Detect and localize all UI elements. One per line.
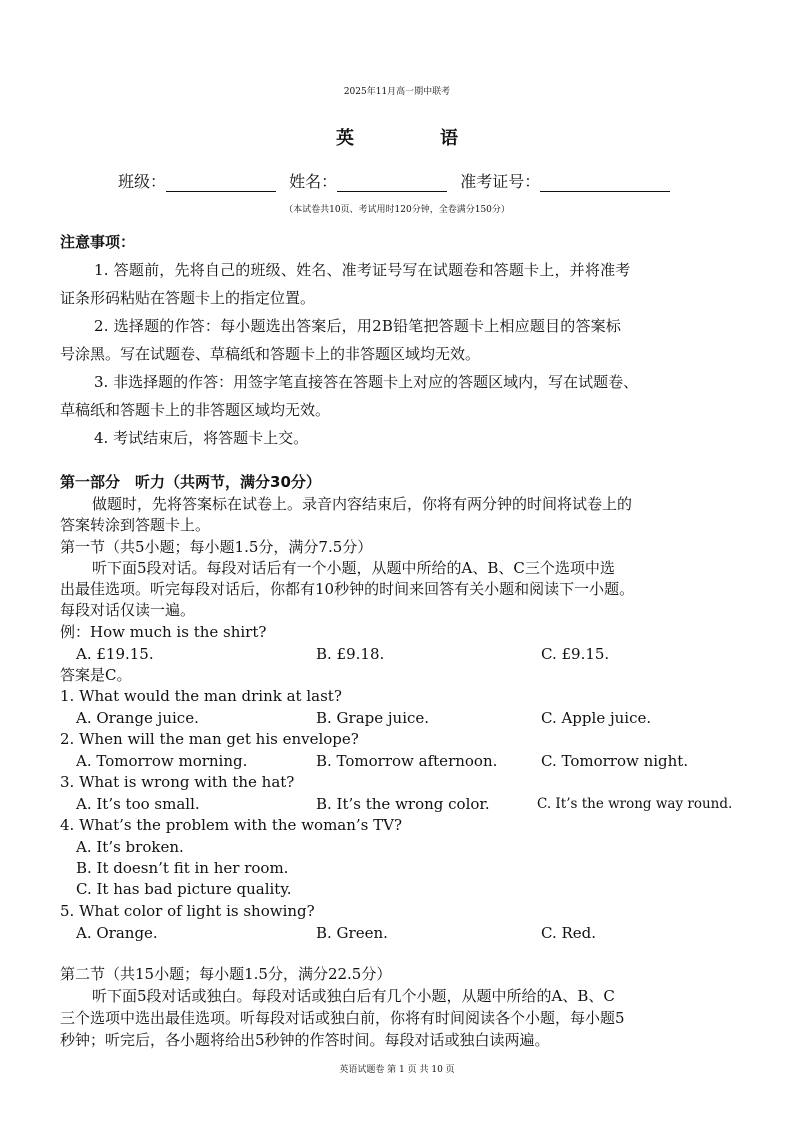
example-option-a: A. £19.15.: [76, 645, 154, 663]
question-2: 2. When will the man get his envelope?: [60, 730, 359, 748]
example-answer: 答案是C。: [60, 666, 132, 684]
part1-intro-line-1: 做题时，先将答案标在试卷上。录音内容结束后，你将有两分钟的时间将试卷上的: [92, 495, 633, 513]
part1-heading: 第一部分 听力（共两节，满分30分）: [60, 473, 321, 491]
q1-option-c: C. Apple juice.: [541, 709, 652, 727]
q2-option-b: B. Tomorrow afternoon.: [316, 752, 498, 770]
exam-info: （本试卷共10页、考试用时120分钟，全卷满分150分）: [284, 205, 510, 215]
notice-heading: 注意事项：: [60, 233, 136, 251]
section2-intro-line-2: 三个选项中选出最佳选项。听每段对话或独白前，你将有时间阅读各个小题，每小题5: [60, 1009, 625, 1027]
q5-option-a: A. Orange.: [76, 924, 158, 942]
q5-option-b: B. Green.: [316, 924, 388, 942]
section1-intro-line-1: 听下面5段对话。每段对话后有一个小题，从题中所给的A、B、C三个选项中选: [92, 559, 615, 577]
notice-line-3: 2. 选择题的作答：每小题选出答案后，用2B铅笔把答题卡上相应题目的答案标: [94, 317, 622, 335]
notice-line-7: 4. 考试结束后，将答题卡上交。: [94, 429, 309, 447]
subject-text: 英 语: [336, 128, 492, 149]
class-blank[interactable]: [166, 175, 276, 192]
q2-option-c: C. Tomorrow night.: [541, 752, 689, 770]
notice-line-2: 证条形码粘贴在答题卡上的指定位置。: [60, 289, 316, 307]
question-1: 1. What would the man drink at last?: [60, 687, 342, 705]
q3-option-c: C. It’s the wrong way round.: [537, 796, 733, 812]
q4-option-c: C. It has bad picture quality.: [76, 880, 292, 898]
class-label: 班级：: [118, 172, 167, 191]
notice-line-4: 号涂黑。写在试题卷、草稿纸和答题卡上的非答题区域均无效。: [60, 345, 481, 363]
q4-option-a: A. It’s broken.: [76, 838, 184, 856]
page-footer: 英语试题卷 第 1 页 共 10 页: [339, 1065, 455, 1075]
section2-heading: 第二节（共15小题；每小题1.5分，满分22.5分）: [60, 965, 392, 983]
name-blank[interactable]: [337, 175, 447, 192]
section2-intro-line-1: 听下面5段对话或独白。每段对话或独白后有几个小题，从题中所给的A、B、C: [92, 987, 615, 1005]
q2-option-a: A. Tomorrow morning.: [76, 752, 248, 770]
exam-title: 2025年11月高一期中联考: [343, 87, 451, 97]
q4-option-b: B. It doesn’t fit in her room.: [76, 859, 289, 877]
part1-intro-line-2: 答案转涂到答题卡上。: [60, 516, 211, 534]
name-label: 姓名：: [289, 172, 338, 191]
example-question: 例：How much is the shirt?: [60, 623, 267, 641]
question-3: 3. What is wrong with the hat?: [60, 773, 295, 791]
subject-title: [0, 118, 794, 160]
notice-line-1: 1. 答题前，先将自己的班级、姓名、准考证号写在试题卷和答题卡上，并将准考: [94, 261, 631, 279]
section2-intro-line-3: 秒钟；听完后，各小题将给出5秒钟的作答时间。每段对话或独白读两遍。: [60, 1031, 550, 1049]
exam-id-label: 准考证号：: [460, 172, 541, 191]
notice-line-6: 草稿纸和答题卡上的非答题区域均无效。: [60, 401, 331, 419]
q5-option-c: C. Red.: [541, 924, 597, 942]
section1-intro-line-2: 出最佳选项。听完每段对话后，你都有10秒钟的时间来回答有关小题和阅读下一小题。: [60, 580, 635, 598]
section1-intro-line-3: 每段对话仅读一遍。: [60, 601, 196, 619]
q1-option-b: B. Grape juice.: [316, 709, 430, 727]
student-info-line: [118, 172, 670, 192]
q3-option-b: B. It’s the wrong color.: [316, 795, 490, 813]
q1-option-a: A. Orange juice.: [76, 709, 199, 727]
q3-option-a: A. It’s too small.: [76, 795, 200, 813]
question-4: 4. What’s the problem with the woman’s TV?: [60, 816, 403, 834]
exam-id-blank[interactable]: [540, 175, 670, 192]
example-option-c: C. £9.15.: [541, 645, 610, 663]
notice-line-5: 3. 非选择题的作答：用签字笔直接答在答题卡上对应的答题区域内，写在试题卷、: [94, 373, 639, 391]
example-option-b: B. £9.18.: [316, 645, 385, 663]
section1-heading: 第一节（共5小题；每小题1.5分，满分7.5分）: [60, 538, 373, 556]
question-5: 5. What color of light is showing?: [60, 902, 315, 920]
